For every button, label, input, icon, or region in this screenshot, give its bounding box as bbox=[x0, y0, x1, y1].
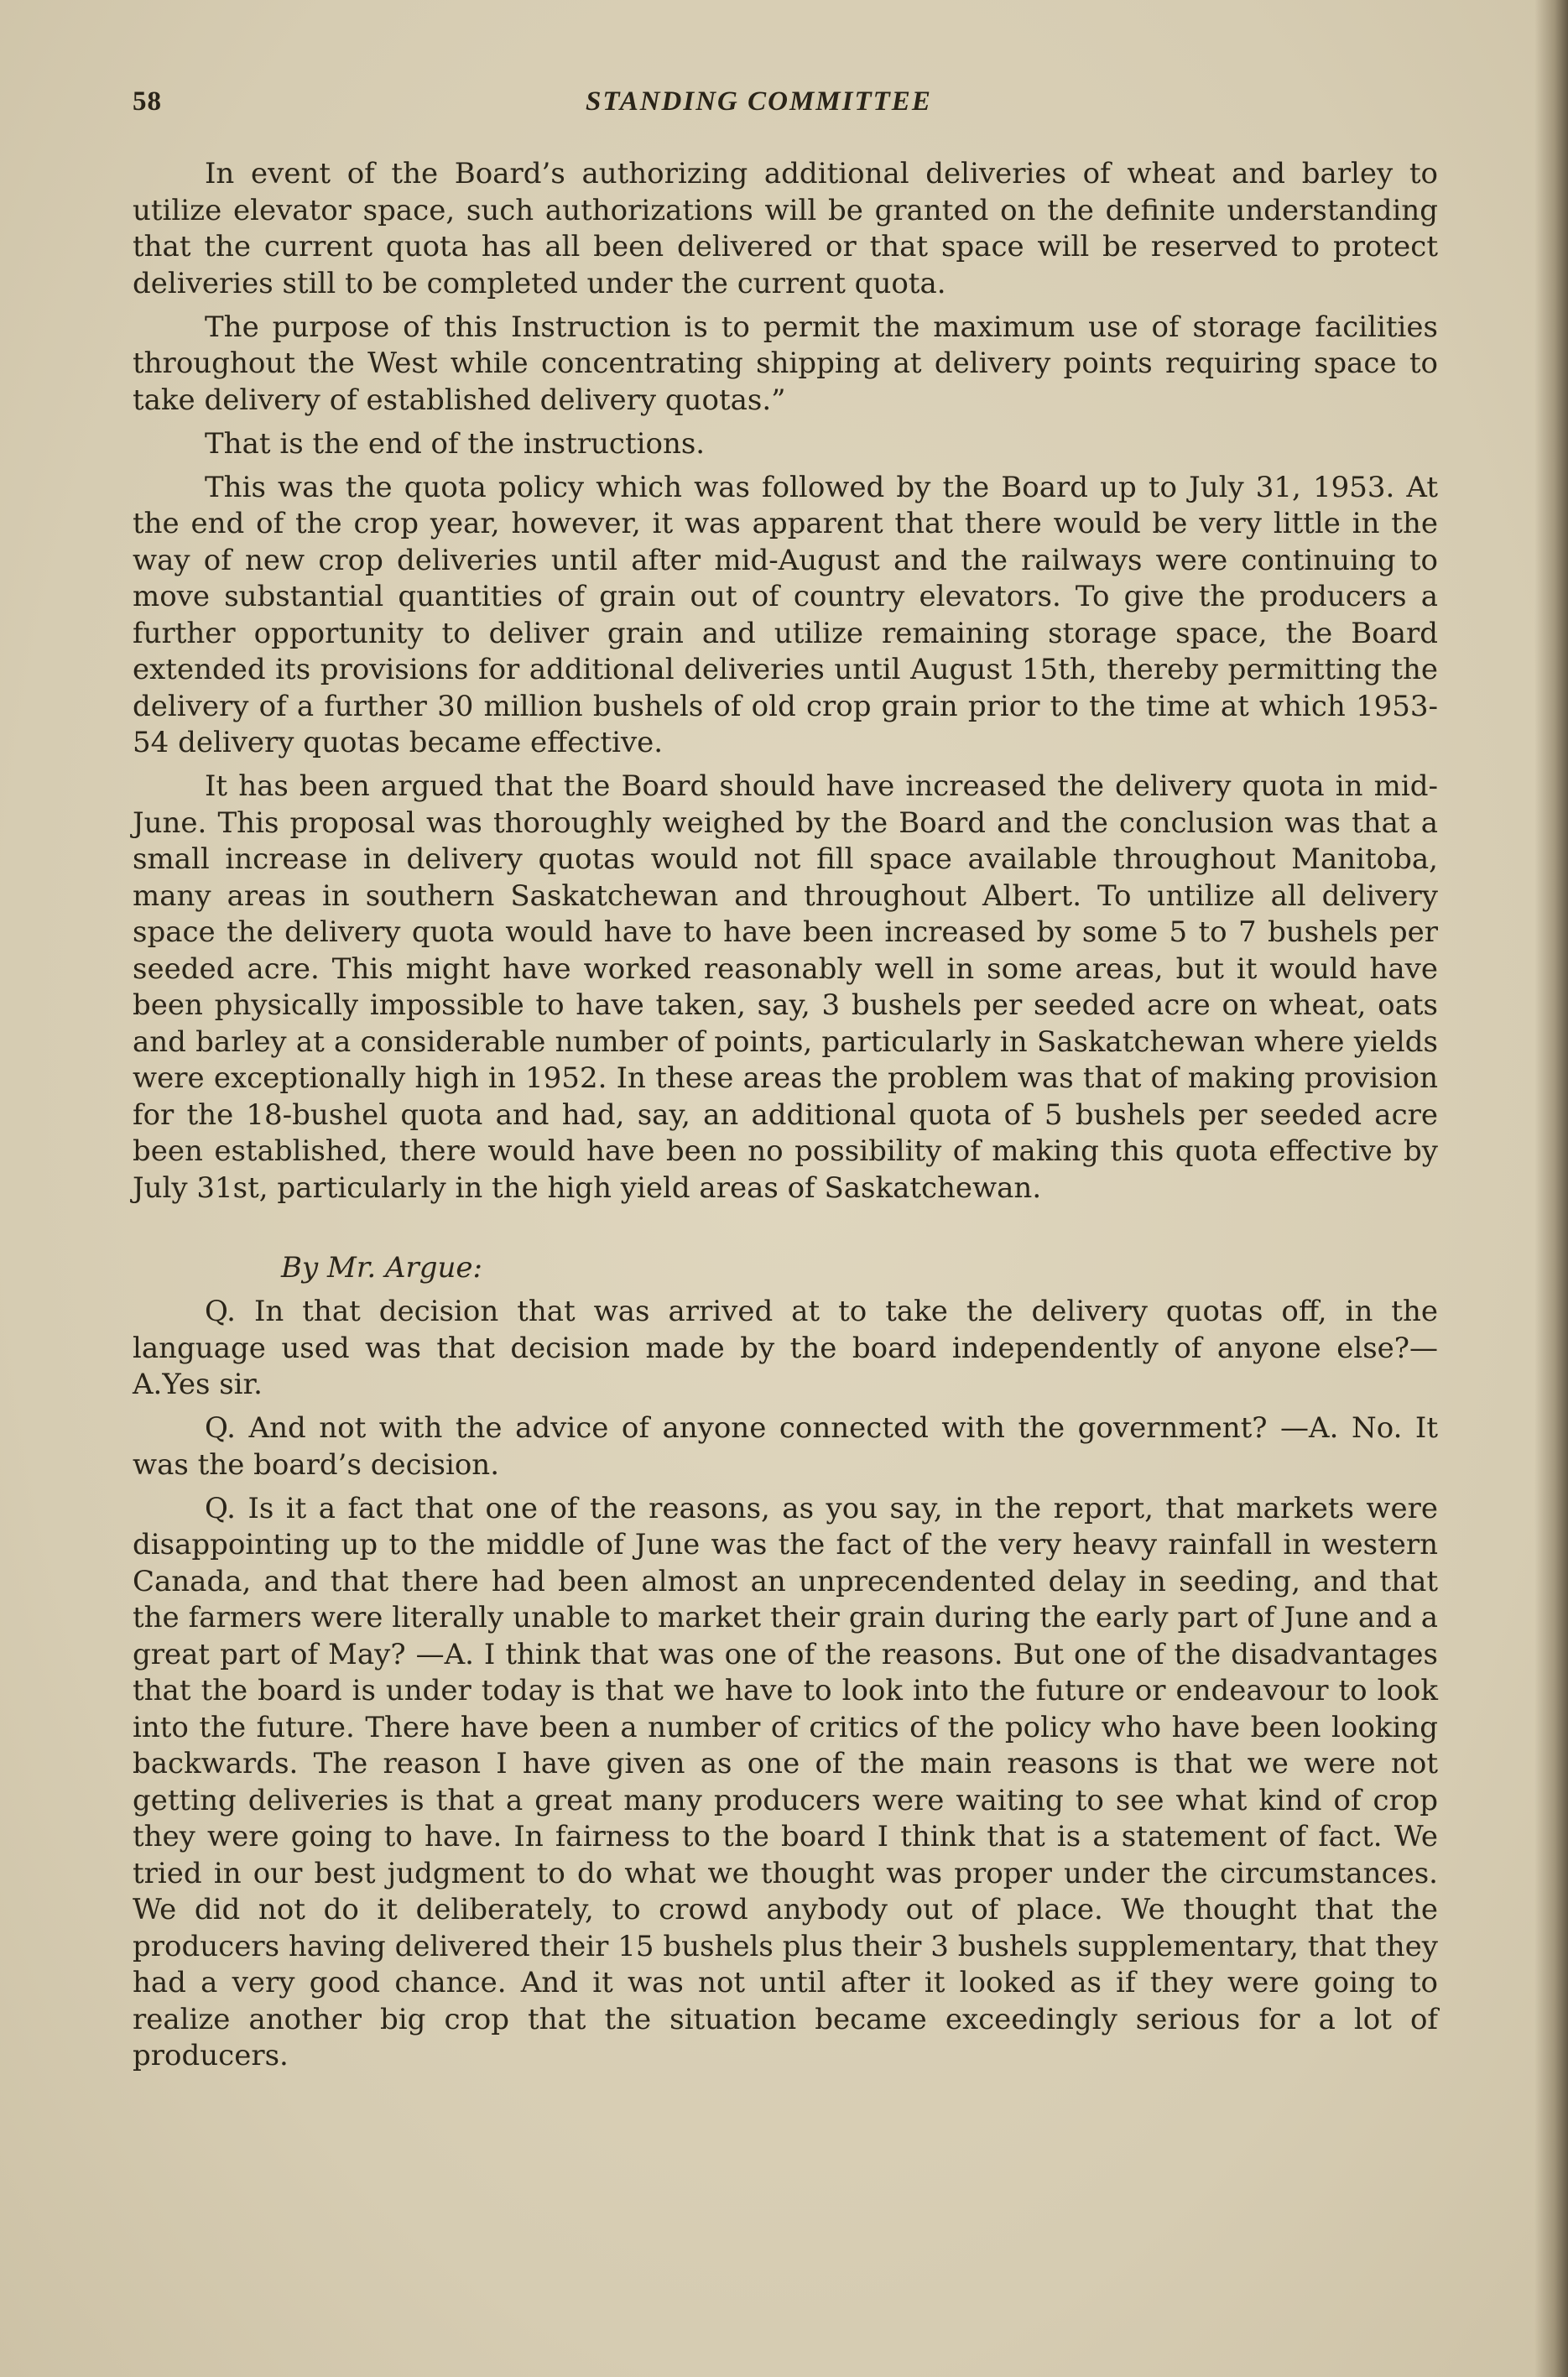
qa-paragraph: Q. In that decision that was arrived at to take the delivery quotas off, in the language used was that decision made by the board independently of anyone else?—A.Yes sir. bbox=[133, 1295, 1438, 1401]
running-head-title: STANDING COMMITTEE bbox=[586, 86, 932, 117]
qa-paragraph: Q. Is it a fact that one of the reasons, as you say, in the report, that markets were disappointing up to the middle of June was the fact of the very heavy rainfall in western Canada, and that there had been almost an unprecendented delay in seeding, and that the farmers were literally unable to market their grain during the early part of June and a great part of May? —A. I think that was one of the reasons. But one of the disadvantages that the board is under today is that we have to look into the future or endeavour to look into the future. There have been a number of critics of the policy who have been looking backwards. The reason I have given as one of the main reasons is that we were not getting deliveries is that a great many producers were waiting to see what kind of crop they were going to have. In fairness to the board I think that is a statement of fact. We tried in our best judgment to do what we thought was proper under the circumstances. We did not do it deliberately, to crowd anybody out of place. We thought that the producers having delivered their 15 bushels plus their 3 bushels supplementary, that they had a very good chance. And it was not until after it looked as if they were going to realize another big crop that the situation became exceedingly serious for a lot of producers. bbox=[133, 1491, 1438, 2072]
page-edge-shadow bbox=[1534, 0, 1568, 2377]
page-number: 58 bbox=[133, 86, 162, 117]
speaker-heading: By Mr. Argue: bbox=[281, 1251, 482, 1285]
paragraph: That is the end of the instructions. bbox=[205, 426, 706, 461]
page-header bbox=[133, 86, 1435, 128]
paragraph: It has been argued that the Board should have increased the delivery quota in mid-June. This proposal was thoroughly weighed by the Board and the conclusion was that a small increase in delivery quotas would not fill space available throughout Manitoba, many areas in southern Saskatchewan and throughout Albert. To untilize all delivery space the delivery quota would have to have been increased by some 5 to 7 bushels per seeded acre. This might have worked reasonably well in some areas, but it would have been physically impossible to have taken, say, 3 bushels per seeded acre on wheat, oats and barley at a considerable number of points, particularly in Saskatchewan where yields were exceptionally high in 1952. In these areas the problem was that of making provision for the 18-bushel quota and had, say, an additional quota of 5 bushels per seeded acre been established, there would have been no possibility of making this quota effective by July 31st, particularly in the high yield areas of Saskatchewan. bbox=[133, 769, 1438, 1205]
paragraph: The purpose of this Instruction is to permit the maximum use of storage facilities throughout the West while concentrating shipping at delivery points requiring space to take delivery of established delivery quotas.” bbox=[133, 310, 1438, 417]
paragraph: In event of the Board’s authorizing additional deliveries of wheat and barley to utilize elevator space, such authorizations will be granted on the definite understanding that the current quota has all been delivered or that space will be reserved to protect deliveries still to be completed under the current quota. bbox=[133, 157, 1438, 300]
paragraph: This was the quota policy which was followed by the Board up to July 31, 1953. At the end of the crop year, however, it was apparent that there would be very little in the way of new crop deliveries until after mid-August and the railways were continuing to move substantial quantities of grain out of country elevators. To give the producers a further opportunity to deliver grain and utilize remaining storage space, the Board extended its provisions for additional deliveries until August 15th, thereby permitting the delivery of a further 30 million bushels of old crop grain prior to the time at which 1953-54 delivery quotas became effective. bbox=[133, 470, 1438, 759]
qa-paragraph: Q. And not with the advice of anyone connected with the government? —A. No. It was the board’s decision. bbox=[133, 1411, 1438, 1482]
body-text bbox=[133, 156, 1438, 2082]
